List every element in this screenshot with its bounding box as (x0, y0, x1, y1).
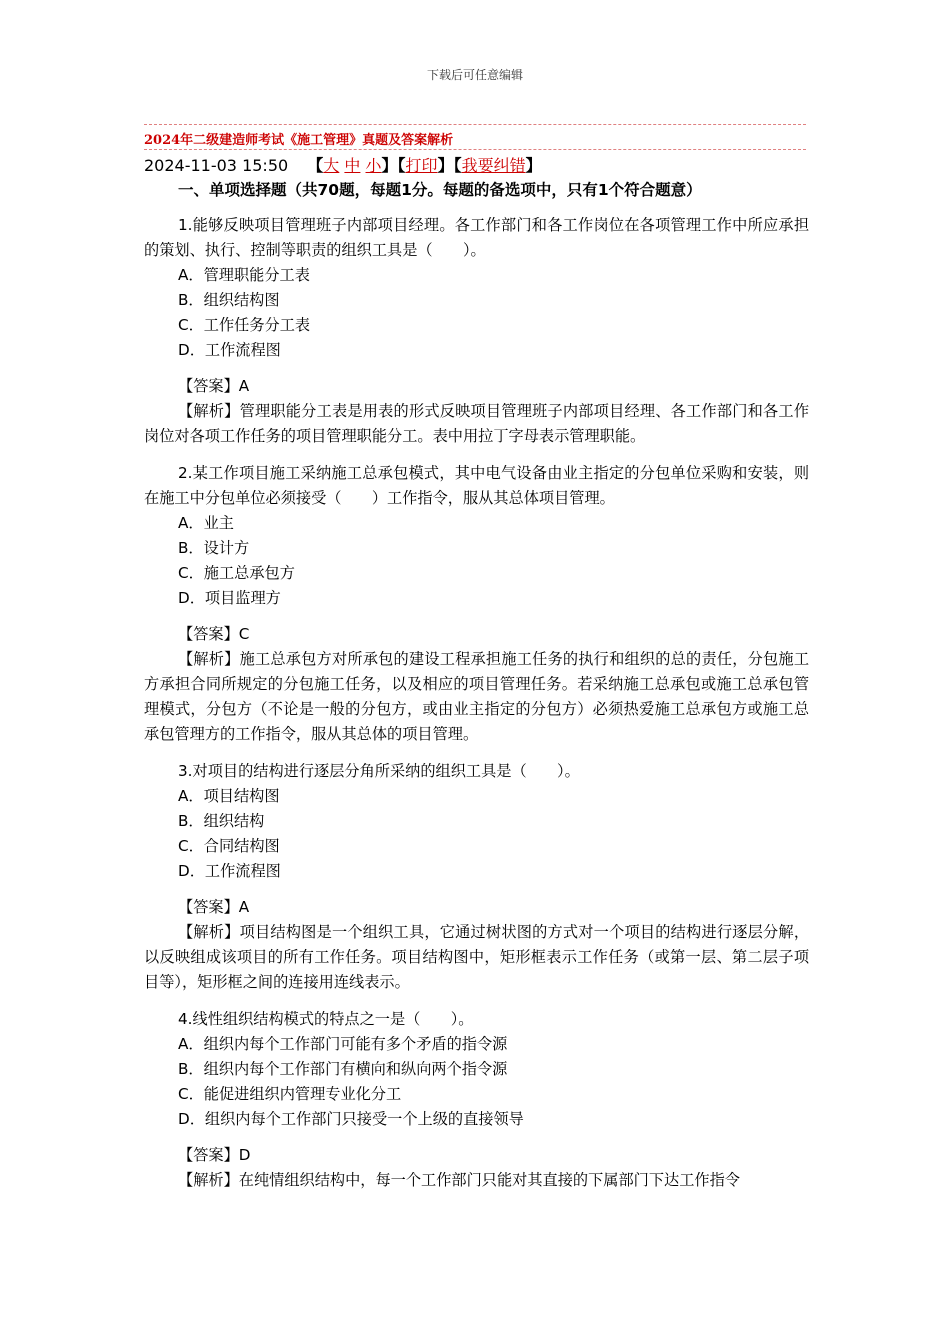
option-key: A． (178, 787, 204, 805)
explanation-text: 施工总承包方对所承包的建设工程承担施工任务的执行和组织的总的责任，分包施工方承担合同所规定的分包施工任务，以及相应的项目管理任务。若采纳施工总承包或施工总承包管理模式，分包方（不论是一般的分包方，或由业主指定的分包方）必须热爱施工总承包方或施工总承包管理方的工作指令，服从其总体的项目管理。 (144, 650, 810, 743)
option-text: 组织结构 (203, 812, 265, 830)
article-datetime: 2024-11-03 15:50 (144, 156, 289, 175)
option-text: 工作流程图 (204, 341, 281, 359)
option-key: D． (178, 1110, 205, 1128)
option-text: 组织内每个工作部门可能有多个矛盾的指令源 (203, 1035, 508, 1053)
option-key: B． (178, 1060, 204, 1078)
answer-line (144, 1143, 809, 1168)
question-text: 对项目的结构进行逐层分角所采纳的组织工具是（ ）。 (192, 762, 580, 780)
answer-label: 【答案】 (178, 625, 239, 643)
explanation-label: 【解析】 (178, 923, 240, 941)
question-stem (144, 759, 809, 784)
option-key: C． (178, 564, 204, 582)
option-text: 管理职能分工表 (203, 266, 310, 284)
question-text: 线性组织结构模式的特点之一是（ ）。 (192, 1010, 474, 1028)
question-stem (144, 1007, 809, 1032)
answer-option (144, 536, 809, 561)
question-block (144, 213, 809, 449)
answer-option (144, 313, 809, 338)
option-key: D． (178, 589, 205, 607)
question-number: 4. (178, 1010, 193, 1028)
option-text: 施工总承包方 (203, 564, 295, 582)
watermark-text: 下载后可任意编辑 (426, 68, 523, 82)
answer-value: A (238, 898, 250, 916)
question-block (144, 461, 809, 747)
option-key: A． (178, 1035, 204, 1053)
article-title: 2024年二级建造师考试《施工管理》真题及答案解析 (144, 133, 454, 148)
section-heading: 一、单项选择题（共70题，每题1分。每题的备选项中，只有1个符合题意） (178, 181, 702, 199)
option-text: 工作流程图 (204, 862, 281, 880)
option-text: 项目结构图 (203, 787, 280, 805)
question-text: 某工作项目施工采纳施工总承包模式，其中电气设备由业主指定的分包单位采购和安装，则在施工中分包单位必须接受（ ）工作指令，服从其总体项目管理。 (144, 464, 809, 507)
option-key: B． (178, 539, 204, 557)
title-top-divider (144, 124, 806, 125)
font-size-small-link[interactable]: 小 (365, 156, 382, 175)
option-text: 组织内每个工作部门只接受一个上级的直接领导 (204, 1110, 524, 1128)
explanation (144, 647, 809, 747)
explanation-text: 项目结构图是一个组织工具，它通过树状图的方式对一个项目的结构进行逐层分解，以反映组成该项目的所有工作任务。项目结构图中，矩形框表示工作任务（或第一层、第二层子项目等），矩形框之间的连接用连线表示。 (144, 923, 810, 991)
answer-option (144, 784, 809, 809)
explanation-label: 【解析】 (178, 1171, 239, 1189)
option-key: A． (178, 514, 204, 532)
answer-value: D (238, 1146, 251, 1164)
option-key: B． (178, 291, 204, 309)
explanation-label: 【解析】 (178, 650, 240, 668)
answer-option (144, 263, 809, 288)
font-size-large-link[interactable]: 大 (323, 156, 340, 175)
answer-option (144, 338, 809, 363)
question-list (144, 213, 809, 1193)
answer-option (144, 1057, 809, 1082)
answer-value: C (238, 625, 250, 643)
answer-line (144, 895, 809, 920)
option-key: D． (178, 341, 205, 359)
article-meta: 2024-11-03 15:50 【大 中 小】【打印】【我要纠错】 (144, 156, 542, 175)
report-error-link[interactable]: 我要纠错 (461, 156, 526, 175)
explanation (144, 920, 809, 995)
option-text: 项目监理方 (204, 589, 281, 607)
font-size-medium-link[interactable]: 中 (344, 156, 361, 175)
explanation-text: 管理职能分工表是用表的形式反映项目管理班子内部项目经理、各工作部门和各工作岗位对各项工作任务的项目管理职能分工。表中用拉丁字母表示管理职能。 (144, 402, 810, 445)
answer-option (144, 561, 809, 586)
print-link[interactable]: 打印 (405, 156, 438, 175)
option-text: 能促进组织内管理专业化分工 (203, 1085, 402, 1103)
option-text: 组织内每个工作部门有横向和纵向两个指令源 (203, 1060, 508, 1078)
answer-line (144, 374, 809, 399)
option-text: 设计方 (203, 539, 250, 557)
question-number: 1. (178, 216, 193, 234)
option-key: C． (178, 316, 204, 334)
answer-label: 【答案】 (178, 377, 239, 395)
title-bottom-divider (144, 149, 806, 150)
answer-option (144, 288, 809, 313)
option-key: D． (178, 862, 205, 880)
explanation (144, 399, 809, 449)
answer-line (144, 622, 809, 647)
explanation-text: 在纯情组织结构中，每一个工作部门只能对其直接的下属部门下达工作指令 (238, 1171, 740, 1189)
answer-label: 【答案】 (178, 898, 239, 916)
question-text: 能够反映项目管理班子内部项目经理。各工作部门和各工作岗位在各项管理工作中所应承担的策划、执行、控制等职责的组织工具是（ ）。 (144, 216, 809, 259)
explanation-label: 【解析】 (178, 402, 240, 420)
question-block (144, 759, 809, 995)
question-number: 3. (178, 762, 193, 780)
answer-option (144, 1107, 809, 1132)
option-key: C． (178, 837, 204, 855)
answer-label: 【答案】 (178, 1146, 239, 1164)
option-key: C． (178, 1085, 204, 1103)
answer-value: A (238, 377, 250, 395)
question-stem (144, 213, 809, 263)
answer-option (144, 809, 809, 834)
option-key: B． (178, 812, 204, 830)
option-text: 工作任务分工表 (203, 316, 311, 334)
question-stem (144, 461, 809, 511)
answer-option (144, 834, 809, 859)
option-text: 组织结构图 (203, 291, 280, 309)
option-text: 合同结构图 (203, 837, 280, 855)
question-number: 2. (178, 464, 193, 482)
answer-option (144, 1082, 809, 1107)
answer-option (144, 1032, 809, 1057)
option-text: 业主 (203, 514, 234, 532)
explanation (144, 1168, 809, 1193)
option-key: A． (178, 266, 204, 284)
question-block (144, 1007, 809, 1193)
answer-option (144, 586, 809, 611)
answer-option (144, 859, 809, 884)
answer-option (144, 511, 809, 536)
